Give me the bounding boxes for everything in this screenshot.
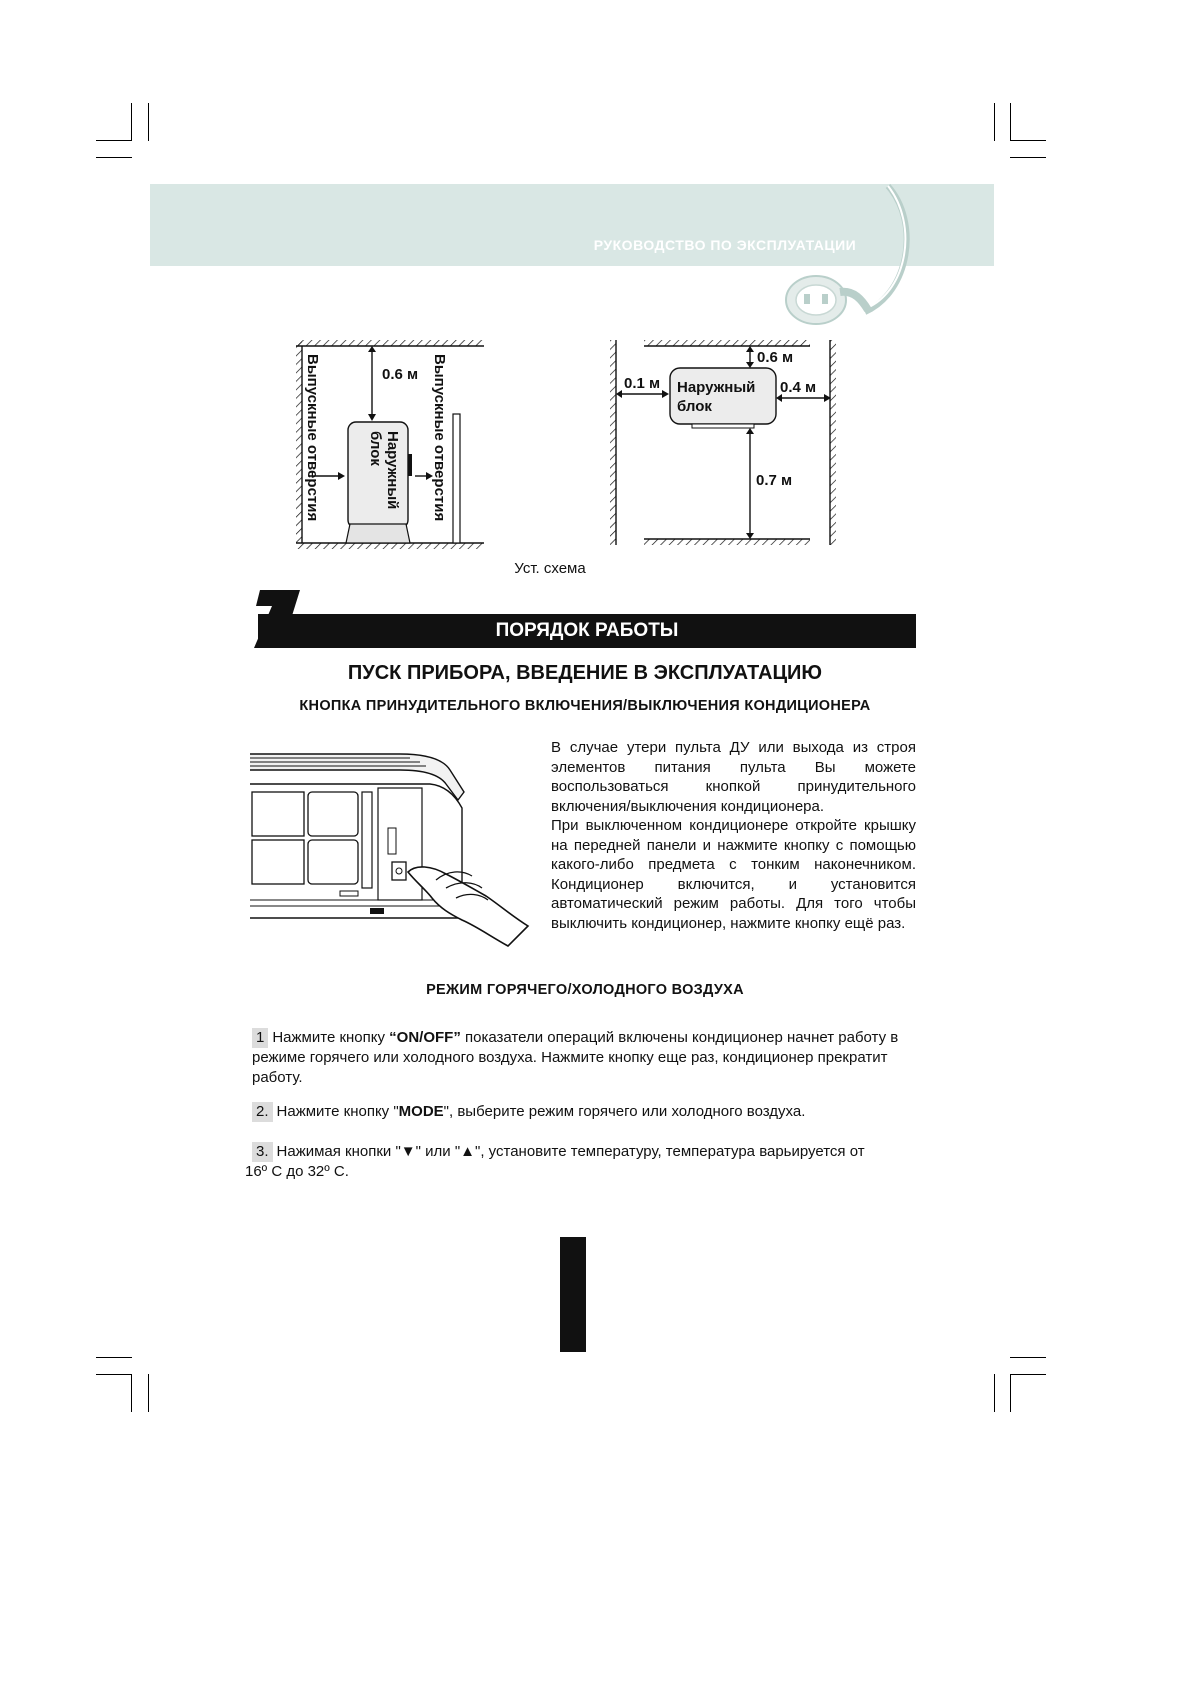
right-clearance-label: 0.4 м [780,379,817,396]
installation-diagram-side [290,336,490,554]
top-clearance-label: 0.6 м [382,366,419,383]
paragraph-1: В случае утери пульта ДУ или выхода из строя элементов питания пульта Вы можете воспользоваться кнопкой принудительного включения/выключения кондиционера. [551,739,916,815]
step-number: 2. [252,1102,273,1122]
outlet-left-label: Выпускные отверстия [304,354,321,522]
step-text: Нажимая кнопки " [276,1143,401,1160]
crop-mark [148,103,149,141]
crop-mark [96,157,132,158]
unit-label-line1: Наружный [677,379,756,396]
main-heading: ПУСК ПРИБОРА, ВВЕДЕНИЕ В ЭКСПЛУАТАЦИЮ [347,662,823,684]
crop-mark [1010,1374,1011,1412]
step-number: 1 [252,1028,268,1048]
crop-mark [96,140,132,141]
left-clearance-label: 0.1 м [624,375,661,392]
forced-button-description [551,738,916,933]
crop-mark [1010,140,1046,141]
crop-mark [131,103,132,141]
scheme-caption: Уст. схема [514,560,586,577]
step-3-range: 16º С до 32º С. [245,1163,349,1180]
bottom-clearance-label: 0.7 м [756,472,793,489]
step-text: показатели операций включены кондиционер начнет работу в режиме горячего или холодного воздуха. Нажмите кнопку еще раз, кондиционер прекратит работу. [252,1029,899,1086]
step-2 [252,1102,920,1122]
step-number: 3. [252,1142,273,1162]
crop-mark [148,1374,149,1412]
outlet-right-label: Выпускные отверстия [431,354,448,522]
unit-label-line2: блок [677,398,712,415]
step-text: Нажмите кнопку [272,1029,390,1046]
step-3 [252,1142,920,1162]
crop-mark [1010,1357,1046,1358]
sub-heading: КНОПКА ПРИНУДИТЕЛЬНОГО ВКЛЮЧЕНИЯ/ВЫКЛЮЧЕНИЯ КОНДИЦИОНЕРА [299,698,871,714]
down-arrow-icon: ▼ [400,1143,416,1160]
paragraph-2: При выключенном кондиционере откройте крышку на передней панели и нажмите кнопку с помощью какого-либо предмета с тонким наконечником. Кондиционер включится, и установится автоматический режим работы. Для того чтобы выключить кондиционер, нажмите кнопку ещё раз. [551,817,916,932]
svg-text:7: 7 [250,586,251,587]
step-text: ", выберите режим горячего или холодного воздуха. [443,1103,806,1120]
crop-mark [994,1374,995,1412]
unit-label-line2: блок [367,431,384,466]
step-text: " или " [415,1143,461,1160]
crop-mark [1010,103,1011,141]
page-marker-block [560,1237,586,1352]
step-text: Нажмите кнопку " [276,1103,399,1120]
top-clearance-label: 0.6 м [757,349,794,366]
up-arrow-icon: ▲ [460,1143,476,1160]
crop-mark [1010,1374,1046,1375]
power-plug-icon [770,182,910,342]
crop-mark [1010,157,1046,158]
mode-key: MODE [398,1103,444,1120]
step-text: ", установите температуру, температура варьируется от [475,1143,865,1160]
on-off-key: “ON/OFF” [389,1029,461,1046]
crop-mark [96,1357,132,1358]
unit-label-line1: Наружный [384,431,401,510]
ac-unit-button-illustration [250,748,540,948]
header-title: РУКОВОДСТВО ПО ЭКСПЛУАТАЦИИ [593,237,857,253]
step-1 [252,1028,920,1088]
crop-mark [96,1374,132,1375]
section-title: ПОРЯДОК РАБОТЫ [495,620,679,641]
crop-mark [131,1374,132,1412]
mode-heading: РЕЖИМ ГОРЯЧЕГО/ХОЛОДНОГО ВОЗДУХА [426,982,744,998]
crop-mark [994,103,995,141]
installation-diagram-front [606,336,846,554]
